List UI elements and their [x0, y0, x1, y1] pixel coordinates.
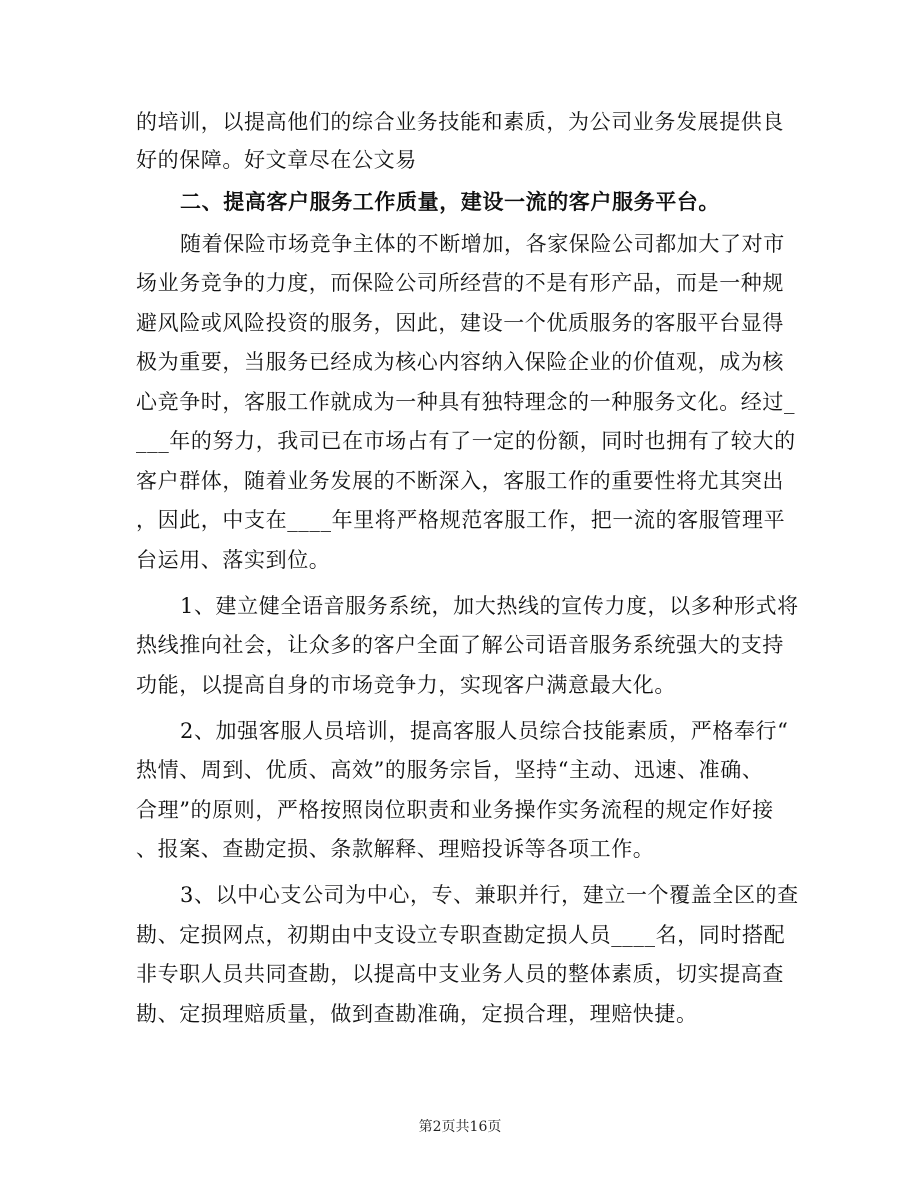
body-line: 客户群体，随着业务发展的不断深入，客服工作的重要性将尤其突出 [136, 469, 784, 493]
page-number: 第2页共16页 [418, 1119, 502, 1135]
body-line: 场业务竞争的力度，而保险公司所经营的不是有形产品，而是一种规 [136, 271, 784, 295]
body-line: 热情、周到、优质、高效”的服务宗旨，坚持“主动、迅速、准确、 [136, 758, 764, 782]
body-line: 热线推向社会，让众多的客户全面了解公司语音服务系统强大的支持 [136, 633, 784, 657]
body-line: 勘、定损理赔质量，做到查勘准确，定损合理，理赔快捷。 [136, 1002, 698, 1026]
list-item-line: 2、加强客服人员培训，提高客服人员综合技能素质，严格奉行“ [180, 719, 789, 743]
body-line: 功能，以提高自身的市场竞争力，实现客户满意最大化。 [136, 673, 676, 697]
body-line: 好的保障。好文章尽在公文易 [136, 148, 417, 172]
body-line: ，因此，中支在____年里将严格规范客服工作，把一流的客服管理平 [136, 508, 786, 532]
list-item-line: 3、以中心支公司为中心，专、兼职并行，建立一个覆盖全区的查 [180, 883, 799, 907]
body-line: 极为重要，当服务已经成为核心内容纳入保险企业的价值观，成为核 [136, 350, 784, 374]
list-item-line: 1、建立健全语音服务系统，加大热线的宣传力度，以多种形式将 [180, 594, 799, 618]
body-line: 台运用、落实到位。 [136, 548, 331, 572]
body-line: 非专职人员共同查勘，以提高中支业务人员的整体素质，切实提高查 [136, 962, 784, 986]
body-line: 心竞争时，客服工作就成为一种具有独特理念的一种服务文化。经过_ [136, 390, 796, 414]
body-line: 随着保险市场竞争主体的不断增加，各家保险公司都加大了对市 [180, 232, 785, 256]
body-line: ___年的努力，我司已在市场占有了一定的份额，同时也拥有了较大的 [136, 429, 796, 453]
body-line: 的培训，以提高他们的综合业务技能和素质，为公司业务发展提供良 [136, 110, 784, 134]
body-line: 合理”的原则，严格按照岗位职责和业务操作实务流程的规定作好接 [136, 798, 774, 822]
body-line: 、报案、查勘定损、条款解释、理赔投诉等各项工作。 [136, 837, 655, 861]
body-line: 勘、定损网点，初期由中支设立专职查勘定损人员____名，同时搭配 [136, 923, 786, 947]
body-line: 避风险或风险投资的服务，因此，建设一个优质服务的客服平台显得 [136, 311, 784, 335]
section-heading: 二、提高客户服务工作质量，建设一流的客户服务平台。 [180, 189, 720, 214]
